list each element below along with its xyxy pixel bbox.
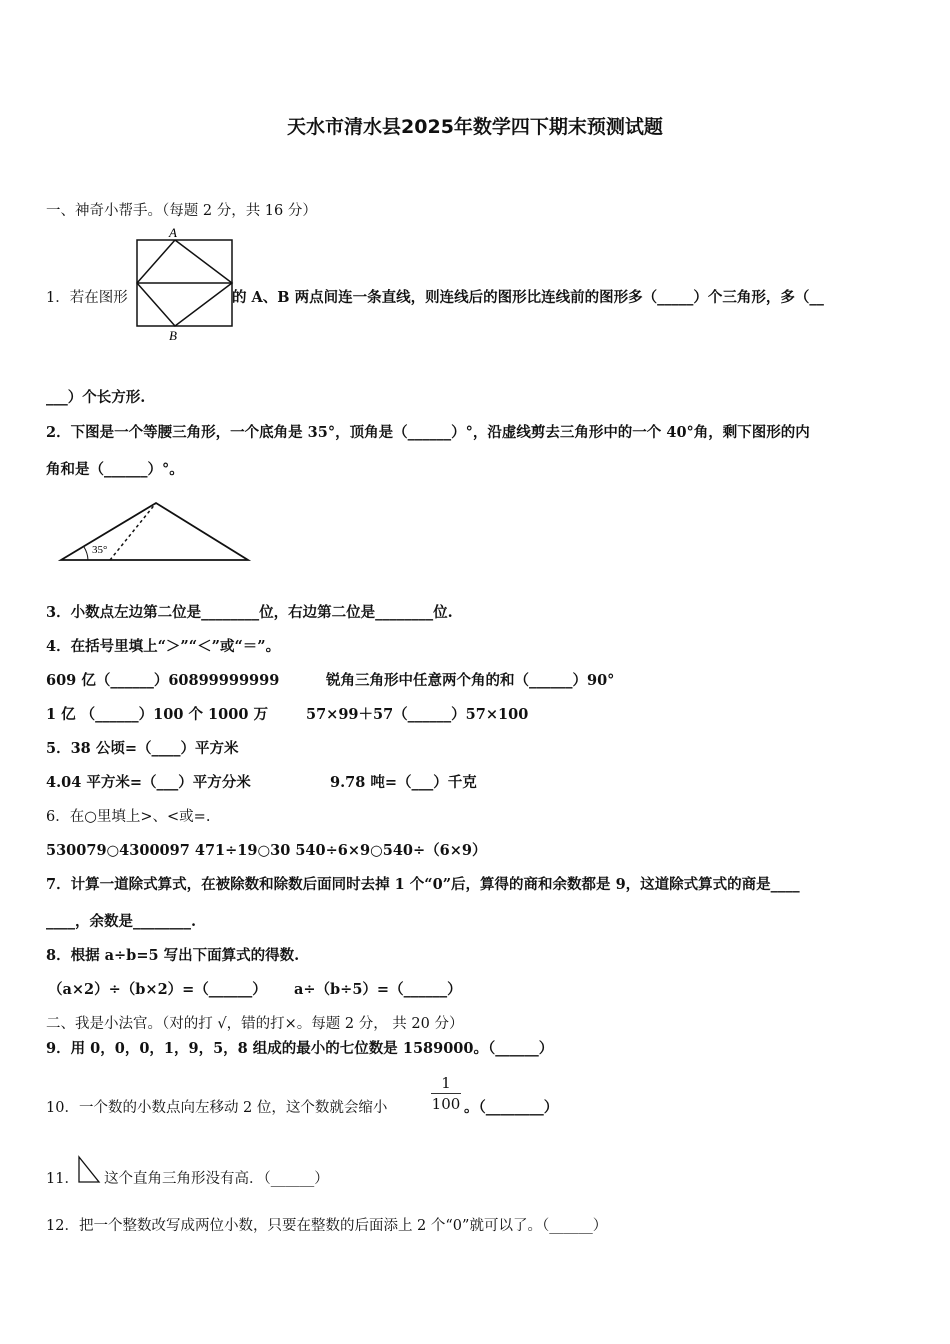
question-10-answer: 。（________） [464,1099,559,1116]
question-8-item-a: （a×2）÷（b×2）=（______） [48,981,267,998]
question-1-start: 1．若在图形 [46,290,128,306]
fraction-one-hundredth [431,1073,461,1114]
question-4-heading: 4．在括号里填上“＞”“＜”或“＝”。 [46,638,281,655]
question-2-line1: 2．下图是一个等腰三角形，一个底角是 35°，顶角是（______）°，沿虚线剪去三角形中的一个 40°角，剩下图形的内 [46,424,810,441]
question-7-line1: 7．计算一道除式算式，在被除数和除数后面同时去掉 1 个“0”后，算得的商和余数都是 9，这道除式算式的商是____ [46,876,800,893]
section-1-heading: 一、神奇小帮手。（每题 2 分，共 16 分） [46,203,317,219]
question-10-text: 10．一个数的小数点向左移动 2 位，这个数就会缩小 [46,1100,388,1116]
question-2-line2: 角和是（______）°。 [46,461,184,478]
question-3: 3．小数点左边第二位是________位，右边第二位是________位. [46,604,453,621]
isosceles-triangle-figure [58,498,253,564]
question-6-heading: 6．在○里填上>、<或=. [46,809,211,825]
question-8-item-b: a÷（b÷5）=（______） [294,981,462,998]
question-7-line2: ____，余数是________. [46,913,197,930]
question-8-heading: 8．根据 a÷b=5 写出下面算式的得数. [46,947,300,964]
angle-label: 35° [92,544,108,556]
fraction-denominator: 100 [431,1095,461,1113]
question-1-text: 的 A、B 两点间连一条直线，则连线后的图形比连线前的图形多（_____）个三角形，多（__ [232,289,824,306]
question-4-item-d: 57×99＋57（______）57×100 [306,706,529,723]
question-4-item-a: 609 亿（______）60899999999 [46,672,280,689]
question-12: 12．把一个整数改写成两位小数，只要在整数的后面添上 2 个“0”就可以了。（______） [46,1218,608,1234]
fraction-numerator: 1 [431,1073,461,1094]
question-5-item-b: 4.04 平方米=（___）平方分米 [46,774,251,791]
question-5-item-c: 9.78 吨=（___）千克 [330,774,477,791]
question-11-text: 这个直角三角形没有高．（______） [104,1171,329,1187]
question-4-item-c: 1 亿 （______）100 个 1000 万 [46,706,268,723]
question-1-continuation: ___）个长方形. [46,389,146,406]
point-b-label: B [169,328,177,343]
rectangle-diamond-figure [135,224,235,344]
right-triangle-icon [76,1155,102,1185]
question-9: 9．用 0，0，0，1，9，5，8 组成的最小的七位数是 1589000。（______） [46,1040,554,1057]
question-11-number: 11． [46,1171,79,1187]
question-6-items: 530079○4300097 471÷19○30 540÷6×9○540÷（6×9） [46,842,487,859]
section-2-heading: 二、我是小法官。（对的打 √，错的打×。每题 2 分， 共 20 分） [46,1016,464,1032]
question-5-item-a: 5．38 公顷=（____）平方米 [46,740,239,757]
page-title: 天水市清水县2025年数学四下期末预测试题 [287,116,663,138]
question-4-item-b: 锐角三角形中任意两个角的和（______）90° [326,672,615,689]
point-a-label: A [169,225,177,240]
